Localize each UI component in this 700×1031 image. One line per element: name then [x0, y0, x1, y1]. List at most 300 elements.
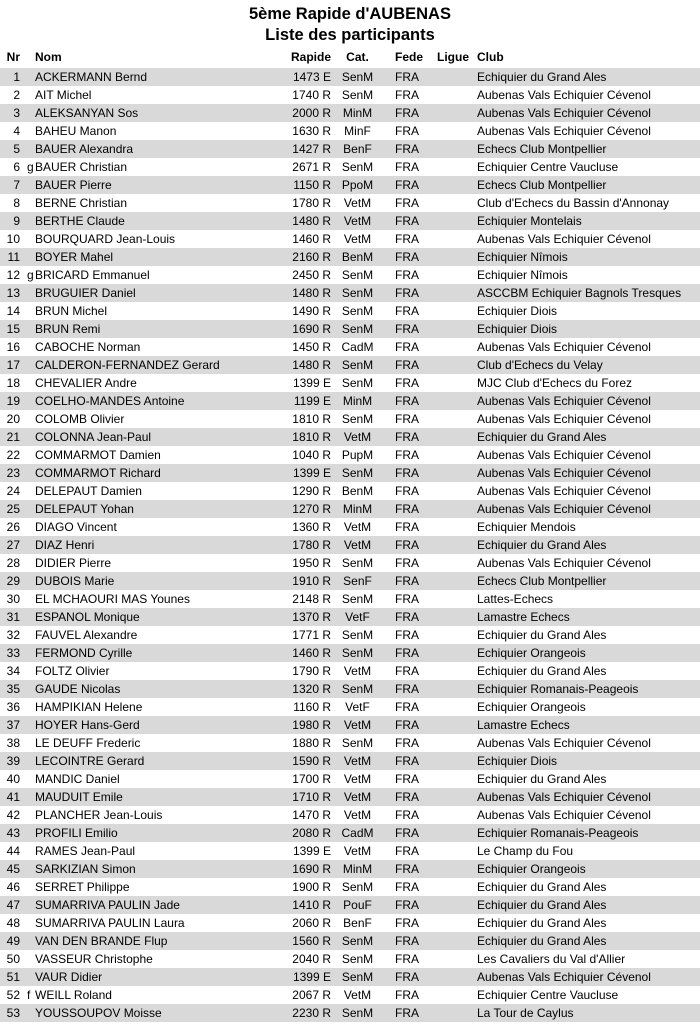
player-federation: FRA: [395, 826, 419, 840]
player-club: Echiquier du Grand Ales: [477, 772, 607, 786]
player-name: FERMOND Cyrille: [35, 646, 133, 660]
row-number: 19: [6, 394, 20, 408]
player-rating: 1290 R: [292, 484, 331, 498]
player-federation: FRA: [395, 340, 419, 354]
row-number: 10: [6, 232, 20, 246]
player-rating: 1199 E: [293, 394, 331, 408]
player-club: Echiquier Orangeois: [477, 646, 586, 660]
player-category: PouF: [343, 898, 372, 912]
player-rating: 1473 E: [292, 70, 331, 84]
player-federation: FRA: [395, 250, 419, 264]
row-number: 26: [6, 520, 20, 534]
player-category: BenM: [341, 484, 374, 498]
player-club: Aubenas Vals Echiquier Cévenol: [477, 736, 651, 750]
player-federation: FRA: [395, 934, 419, 948]
player-federation: FRA: [395, 466, 419, 480]
player-club: Aubenas Vals Echiquier Cévenol: [477, 124, 651, 138]
player-rating: 2160 R: [292, 250, 331, 264]
player-club: Echiquier Mendois: [477, 520, 576, 534]
player-rating: 1790 R: [292, 664, 331, 678]
player-rating: 2450 R: [292, 268, 331, 282]
player-name: GAUDE Nicolas: [35, 682, 121, 696]
player-name: BAUER Pierre: [35, 178, 112, 192]
player-club: Echiquier Diois: [477, 322, 558, 336]
player-name: LE DEUFF Frederic: [35, 736, 141, 750]
player-federation: FRA: [395, 304, 419, 318]
player-name: BAUER Christian: [35, 160, 128, 174]
table-row: [0, 446, 700, 464]
player-club: Aubenas Vals Echiquier Cévenol: [477, 106, 651, 120]
row-number: 52: [6, 988, 20, 1002]
table-row: [0, 662, 700, 680]
player-federation: FRA: [395, 448, 419, 462]
participants-table-body: [0, 68, 700, 1022]
player-federation: FRA: [395, 502, 419, 516]
table-row: [0, 464, 700, 482]
row-number: 6: [13, 160, 20, 174]
row-number: 22: [6, 448, 20, 462]
player-federation: FRA: [395, 1006, 419, 1020]
row-number: 12: [6, 268, 20, 282]
row-number: 7: [13, 178, 20, 192]
player-club: Echiquier Romanais-Peageois: [477, 826, 639, 840]
player-category: SenM: [341, 952, 374, 966]
table-row: [0, 518, 700, 536]
player-category: VetM: [343, 790, 372, 804]
player-federation: FRA: [395, 808, 419, 822]
player-federation: FRA: [395, 268, 419, 282]
player-category: SenM: [341, 88, 374, 102]
player-category: SenM: [341, 736, 374, 750]
row-number: 9: [13, 214, 20, 228]
table-row: [0, 626, 700, 644]
page-subtitle: Liste des participants: [265, 26, 435, 44]
player-rating: 1810 R: [292, 412, 331, 426]
player-federation: FRA: [395, 322, 419, 336]
row-number: 2: [13, 88, 20, 102]
player-category: SenM: [341, 592, 374, 606]
player-club: Echiquier Centre Vaucluse: [477, 160, 619, 174]
row-number: 33: [6, 646, 20, 660]
player-category: VetM: [343, 232, 372, 246]
player-club: Les Cavaliers du Val d'Allier: [477, 952, 626, 966]
player-federation: FRA: [395, 178, 419, 192]
table-row: [0, 572, 700, 590]
player-name: VASSEUR Christophe: [35, 952, 153, 966]
player-category: SenM: [341, 268, 374, 282]
player-club: Aubenas Vals Echiquier Cévenol: [477, 466, 651, 480]
row-number: 34: [6, 664, 20, 678]
player-club: Aubenas Vals Echiquier Cévenol: [477, 970, 651, 984]
player-name: BAHEU Manon: [35, 124, 117, 138]
row-number: 23: [6, 466, 20, 480]
table-row: [0, 284, 700, 302]
row-number: 5: [13, 142, 20, 156]
player-name: SERRET Philippe: [35, 880, 130, 894]
row-number: 20: [6, 412, 20, 426]
player-rating: 2000 R: [292, 106, 331, 120]
row-number: 46: [6, 880, 20, 894]
player-federation: FRA: [395, 520, 419, 534]
player-category: MinM: [342, 862, 373, 876]
player-federation: FRA: [395, 916, 419, 930]
row-number: 21: [6, 430, 20, 444]
player-federation: FRA: [395, 610, 419, 624]
player-name: PROFILI Emilio: [35, 826, 118, 840]
player-rating: 2060 R: [292, 916, 331, 930]
table-row: [0, 158, 700, 176]
table-row: [0, 266, 700, 284]
player-federation: FRA: [395, 70, 419, 84]
player-category: VetM: [343, 196, 372, 210]
player-name: AIT Michel: [35, 88, 92, 102]
player-rating: 1700 R: [292, 772, 331, 786]
player-federation: FRA: [395, 592, 419, 606]
player-category: VetF: [345, 610, 370, 624]
player-name: HAMPIKIAN Helene: [35, 700, 143, 714]
player-category: SenM: [341, 646, 374, 660]
row-number: 32: [6, 628, 20, 642]
player-rating: 1950 R: [292, 556, 331, 570]
player-name: SARKIZIAN Simon: [35, 862, 136, 876]
table-row: [0, 356, 700, 374]
row-number: 43: [6, 826, 20, 840]
player-rating: 1780 R: [292, 196, 331, 210]
table-row: [0, 734, 700, 752]
table-row: [0, 176, 700, 194]
player-name: LECOINTRE Gerard: [35, 754, 145, 768]
player-club: Echiquier du Grand Ales: [477, 538, 607, 552]
player-club: Le Champ du Fou: [477, 844, 574, 858]
player-rating: 1427 R: [292, 142, 331, 156]
player-name: DELEPAUT Yohan: [35, 502, 134, 516]
player-federation: FRA: [395, 358, 419, 372]
player-rating: 1980 R: [292, 718, 331, 732]
table-row: [0, 68, 700, 86]
player-club: Aubenas Vals Echiquier Cévenol: [477, 556, 651, 570]
player-federation: FRA: [395, 484, 419, 498]
player-name: MAUDUIT Emile: [35, 790, 123, 804]
player-name: CABOCHE Norman: [35, 340, 141, 354]
player-rating: 1399 E: [292, 466, 331, 480]
table-row: [0, 950, 700, 968]
row-number: 30: [6, 592, 20, 606]
player-category: MinM: [342, 394, 373, 408]
player-rating: 1399 E: [292, 970, 331, 984]
player-club: Echiquier Diois: [477, 304, 558, 318]
player-category: PpoM: [341, 178, 374, 192]
page-header: [0, 0, 700, 46]
table-row: [0, 428, 700, 446]
player-rating: 1490 R: [292, 304, 331, 318]
player-category: VetM: [343, 718, 372, 732]
player-federation: FRA: [395, 574, 419, 588]
player-category: CadM: [341, 826, 374, 840]
player-federation: FRA: [395, 628, 419, 642]
player-rating: 1900 R: [292, 880, 331, 894]
row-number: 47: [6, 898, 20, 912]
player-category: BenM: [341, 250, 374, 264]
player-rating: 2040 R: [292, 952, 331, 966]
player-name: BAUER Alexandra: [35, 142, 134, 156]
player-title: g: [27, 160, 34, 174]
player-federation: FRA: [395, 880, 419, 894]
player-name: BRUN Michel: [35, 304, 108, 318]
player-club: Echiquier Romanais-Peageois: [477, 682, 639, 696]
player-rating: 2671 R: [292, 160, 331, 174]
player-federation: FRA: [395, 142, 419, 156]
player-club: Echecs Club Montpellier: [477, 142, 607, 156]
player-club: Echiquier Nîmois: [477, 250, 568, 264]
player-club: Echiquier du Grand Ales: [477, 628, 607, 642]
player-club: Echiquier Montelais: [477, 214, 582, 228]
player-rating: 1880 R: [292, 736, 331, 750]
player-club: Echiquier du Grand Ales: [477, 664, 607, 678]
player-name: MANDIC Daniel: [35, 772, 120, 786]
player-name: BOYER Mahel: [35, 250, 114, 264]
row-number: 50: [6, 952, 20, 966]
player-club: Echiquier du Grand Ales: [477, 880, 607, 894]
player-federation: FRA: [395, 898, 419, 912]
player-club: Aubenas Vals Echiquier Cévenol: [477, 394, 651, 408]
player-federation: FRA: [395, 214, 419, 228]
row-number: 44: [6, 844, 20, 858]
player-name: COELHO-MANDES Antoine: [35, 394, 185, 408]
player-rating: 1910 R: [292, 574, 331, 588]
table-row: [0, 680, 700, 698]
player-rating: 1590 R: [292, 754, 331, 768]
row-number: 48: [6, 916, 20, 930]
table-row: [0, 914, 700, 932]
player-club: Aubenas Vals Echiquier Cévenol: [477, 88, 651, 102]
column-header-nr: Nr: [6, 50, 20, 64]
player-category: SenM: [341, 970, 374, 984]
player-federation: FRA: [395, 556, 419, 570]
row-number: 14: [6, 304, 20, 318]
player-category: SenM: [341, 1006, 374, 1020]
player-federation: FRA: [395, 646, 419, 660]
player-club: Echecs Club Montpellier: [477, 178, 607, 192]
table-row: [0, 878, 700, 896]
player-club: Lattes-Echecs: [477, 592, 554, 606]
player-rating: 1690 R: [292, 862, 331, 876]
player-club: Club d'Echecs du Bassin d'Annonay: [477, 196, 670, 210]
player-federation: FRA: [395, 790, 419, 804]
table-row: [0, 230, 700, 248]
player-federation: FRA: [395, 682, 419, 696]
table-row: [0, 212, 700, 230]
player-category: VetM: [343, 844, 372, 858]
player-category: SenM: [341, 934, 374, 948]
player-federation: FRA: [395, 430, 419, 444]
player-federation: FRA: [395, 394, 419, 408]
player-club: Lamastre Echecs: [477, 610, 570, 624]
player-rating: 1270 R: [292, 502, 331, 516]
player-name: ESPANOL Monique: [35, 610, 140, 624]
player-category: PupM: [341, 448, 374, 462]
row-number: 16: [6, 340, 20, 354]
table-row: [0, 608, 700, 626]
column-header-ligue: Ligue: [437, 50, 469, 64]
table-row: [0, 932, 700, 950]
player-category: VetM: [343, 214, 372, 228]
table-row: [0, 1004, 700, 1022]
player-category: VetM: [343, 988, 372, 1002]
player-federation: FRA: [395, 412, 419, 426]
player-federation: FRA: [395, 106, 419, 120]
player-name: ALEKSANYAN Sos: [35, 106, 139, 120]
player-rating: 1040 R: [292, 448, 331, 462]
player-category: SenM: [341, 322, 374, 336]
player-club: Echiquier du Grand Ales: [477, 916, 607, 930]
table-row: [0, 554, 700, 572]
player-federation: FRA: [395, 286, 419, 300]
player-name: BRICARD Emmanuel: [35, 268, 150, 282]
player-name: WEILL Roland: [35, 988, 112, 1002]
player-title: f: [27, 988, 31, 1002]
player-category: SenM: [341, 286, 374, 300]
player-rating: 1360 R: [292, 520, 331, 534]
player-name: DIDIER Pierre: [35, 556, 112, 570]
player-category: MinM: [342, 502, 373, 516]
player-club: Echiquier du Grand Ales: [477, 70, 607, 84]
participants-table: [0, 49, 700, 1022]
table-row: [0, 374, 700, 392]
player-rating: 1370 R: [292, 610, 331, 624]
player-federation: FRA: [395, 232, 419, 246]
player-name: COMMARMOT Richard: [35, 466, 161, 480]
player-rating: 1480 R: [292, 214, 331, 228]
table-row: [0, 968, 700, 986]
player-federation: FRA: [395, 196, 419, 210]
player-federation: FRA: [395, 952, 419, 966]
player-name: BERNE Christian: [35, 196, 128, 210]
player-federation: FRA: [395, 664, 419, 678]
table-row: [0, 698, 700, 716]
player-federation: FRA: [395, 772, 419, 786]
player-category: SenM: [341, 466, 374, 480]
row-number: 18: [6, 376, 20, 390]
row-number: 8: [13, 196, 20, 210]
row-number: 17: [6, 358, 20, 372]
player-category: SenM: [341, 160, 374, 174]
row-number: 27: [6, 538, 20, 552]
player-club: Aubenas Vals Echiquier Cévenol: [477, 502, 651, 516]
player-rating: 1780 R: [292, 538, 331, 552]
table-row: [0, 122, 700, 140]
player-rating: 1450 R: [292, 340, 331, 354]
table-row: [0, 752, 700, 770]
row-number: 36: [6, 700, 20, 714]
player-rating: 1399 E: [292, 376, 331, 390]
row-number: 38: [6, 736, 20, 750]
row-number: 51: [6, 970, 20, 984]
player-category: VetM: [343, 772, 372, 786]
player-federation: FRA: [395, 160, 419, 174]
player-category: SenM: [341, 358, 374, 372]
column-header-cat: Cat.: [346, 50, 369, 64]
player-rating: 1771 R: [292, 628, 331, 642]
player-name: VAN DEN BRANDE Flup: [35, 934, 168, 948]
column-header-rapide: Rapide: [290, 50, 331, 64]
player-rating: 1740 R: [292, 88, 331, 102]
player-rating: 2148 R: [292, 592, 331, 606]
player-federation: FRA: [395, 88, 419, 102]
player-category: MinM: [342, 106, 373, 120]
player-name: BERTHE Claude: [35, 214, 125, 228]
player-club: Echiquier Centre Vaucluse: [477, 988, 619, 1002]
player-name: VAUR Didier: [35, 970, 103, 984]
player-federation: FRA: [395, 844, 419, 858]
player-title: g: [27, 268, 34, 282]
player-name: EL MCHAOURI MAS Younes: [35, 592, 190, 606]
player-rating: 2230 R: [292, 1006, 331, 1020]
player-rating: 1320 R: [292, 682, 331, 696]
player-category: VetM: [343, 754, 372, 768]
player-category: VetM: [343, 664, 372, 678]
player-club: Echiquier Orangeois: [477, 700, 586, 714]
column-header-nom: Nom: [35, 50, 62, 64]
row-number: 37: [6, 718, 20, 732]
player-rating: 1690 R: [292, 322, 331, 336]
player-name: CALDERON-FERNANDEZ Gerard: [35, 358, 220, 372]
row-number: 35: [6, 682, 20, 696]
player-category: VetM: [343, 430, 372, 444]
row-number: 42: [6, 808, 20, 822]
player-club: Echiquier du Grand Ales: [477, 934, 607, 948]
table-row: [0, 194, 700, 212]
player-category: CadM: [341, 340, 374, 354]
table-row: [0, 482, 700, 500]
table-row: [0, 842, 700, 860]
player-club: Echiquier Diois: [477, 754, 558, 768]
row-number: 25: [6, 502, 20, 516]
player-club: Lamastre Echecs: [477, 718, 570, 732]
player-name: FAUVEL Alexandre: [35, 628, 138, 642]
row-number: 15: [6, 322, 20, 336]
player-category: SenF: [343, 574, 372, 588]
table-row: [0, 806, 700, 824]
player-rating: 1630 R: [292, 124, 331, 138]
row-number: 29: [6, 574, 20, 588]
row-number: 40: [6, 772, 20, 786]
row-number: 41: [6, 790, 20, 804]
table-row: [0, 860, 700, 878]
table-row: [0, 410, 700, 428]
player-name: BOURQUARD Jean-Louis: [35, 232, 176, 246]
player-club: Aubenas Vals Echiquier Cévenol: [477, 790, 651, 804]
table-row: [0, 896, 700, 914]
player-federation: FRA: [395, 124, 419, 138]
player-rating: 1710 R: [292, 790, 331, 804]
player-federation: FRA: [395, 538, 419, 552]
table-row: [0, 338, 700, 356]
player-rating: 2080 R: [292, 826, 331, 840]
player-club: Aubenas Vals Echiquier Cévenol: [477, 448, 651, 462]
table-row: [0, 302, 700, 320]
row-number: 4: [13, 124, 20, 138]
row-number: 31: [6, 610, 20, 624]
player-federation: FRA: [395, 718, 419, 732]
row-number: 24: [6, 484, 20, 498]
player-club: Aubenas Vals Echiquier Cévenol: [477, 340, 651, 354]
table-row: [0, 248, 700, 266]
player-category: VetM: [343, 808, 372, 822]
table-row: [0, 824, 700, 842]
table-row: [0, 104, 700, 122]
player-name: BRUN Remi: [35, 322, 101, 336]
player-name: BRUGUIER Daniel: [35, 286, 136, 300]
